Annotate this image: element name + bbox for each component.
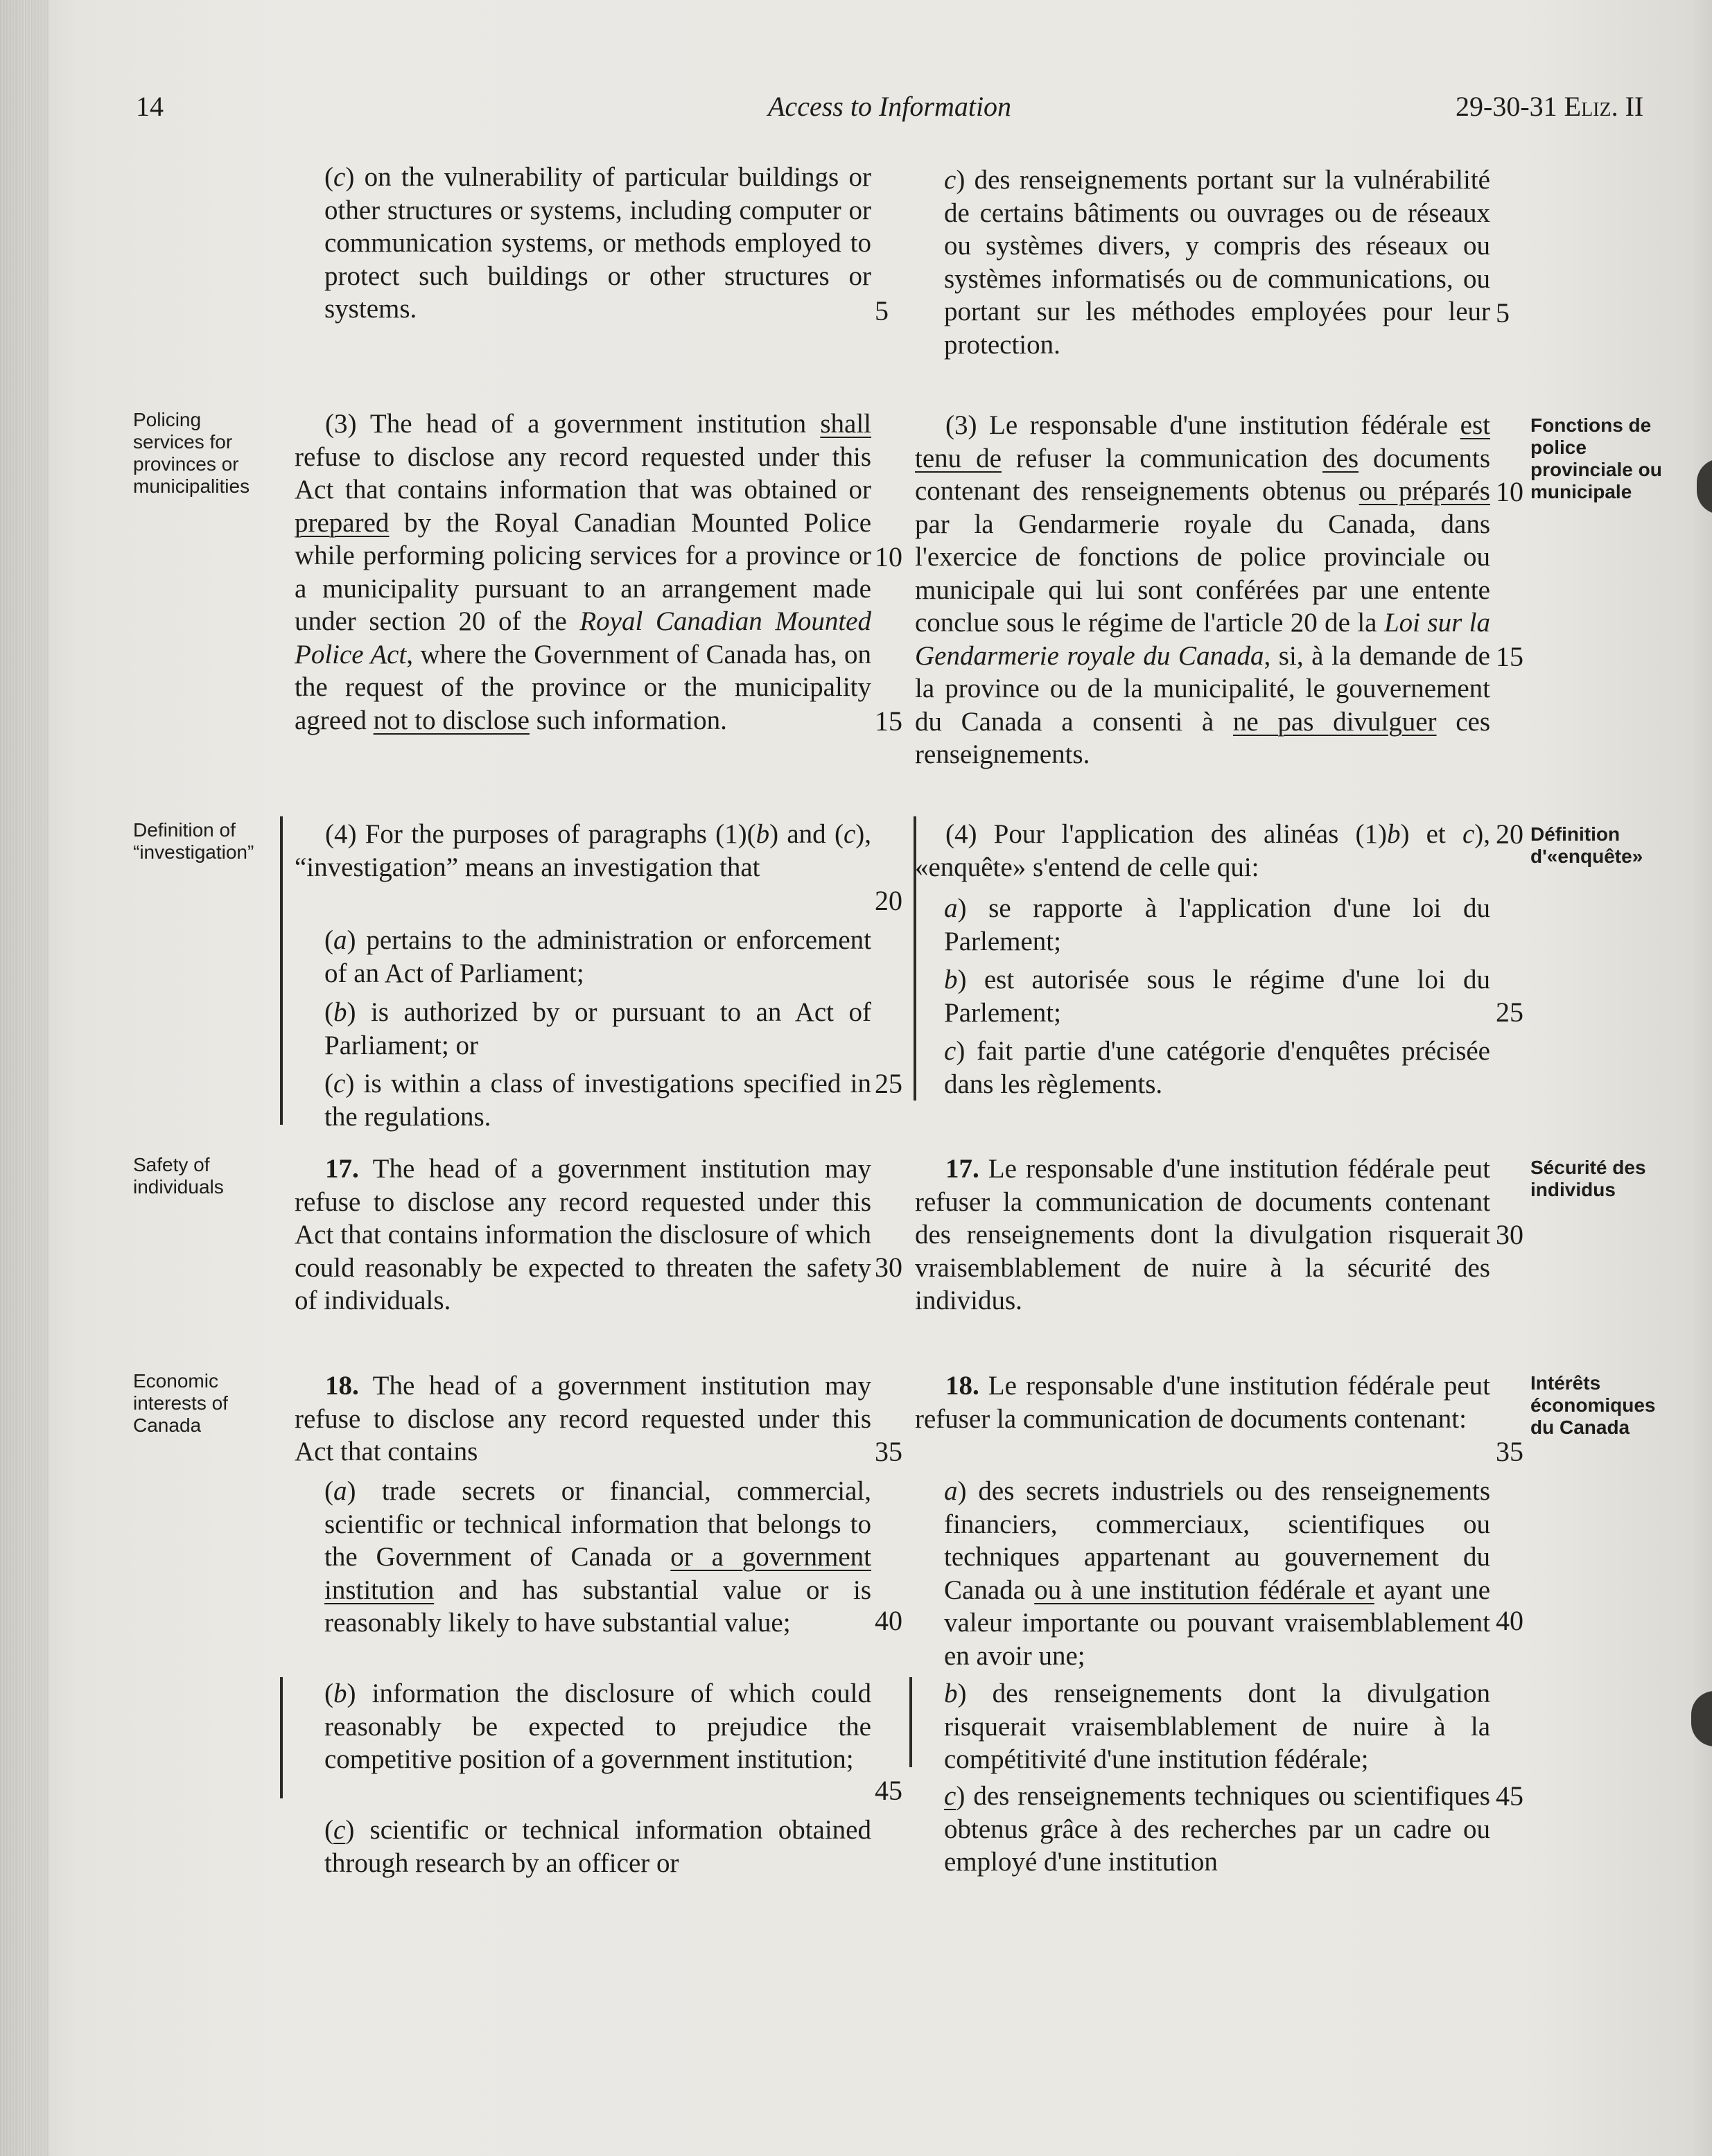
line-number-5: 5 [875, 295, 889, 326]
session-reference: 29-30-31 Eliz. II [1456, 91, 1644, 122]
fr-para-16-4-c: c) fait partie d'une catégorie d'enquêtes précisée dans les règlements. [944, 1036, 1490, 1099]
margin-note-investigation: Definition of “investigation” [133, 819, 254, 863]
revision-bar-en [280, 816, 283, 1125]
en-para-16-4-c: (c) is within a class of investigations specified in the regulations. [324, 1069, 871, 1132]
fr-para-16-4-a: a) se rapporte à l'application d'une loi du Parlement; [944, 893, 1490, 956]
margin-note-safety-fr: Sécurité des individus [1530, 1157, 1646, 1200]
running-title: Access to Information [768, 91, 1012, 122]
margin-note-investigation-fr: Définition d'«enquête» [1530, 823, 1643, 867]
line-number-35: 35 [1496, 1436, 1523, 1467]
line-number-30: 30 [1496, 1219, 1523, 1250]
fr-para-18-b: b) des renseignements dont la divulgation risquerait vraisemblablement de nuire à la compétitivité d'une institution fédérale; [944, 1679, 1490, 1774]
fr-para-16-1-c: c) des renseignements portant sur la vulnérabilité de certains bâtiments ou ouvrages ou de réseaux ou systèmes divers, y compris des réseaux ou systèmes informatisés ou de communications, ou portant sur les méthodes employées pour leur protection. [944, 165, 1490, 360]
en-para-18-c: (c) scientific or technical information obtained through research by an officer or [324, 1815, 871, 1878]
en-section-18: 18. The head of a government institution may refuse to disclose any record requested under this Act that contains [295, 1371, 872, 1466]
line-number-30: 30 [875, 1252, 902, 1283]
en-para-16-1-c: (c) on the vulnerability of particular buildings or other structures or systems, including computer or communication systems, or methods employed to protect such buildings or other structures or systems. [324, 162, 871, 324]
en-subsection-16-4: (4) For the purposes of paragraphs (1)(b) and (c), “investigation” means an investigation that [295, 819, 871, 882]
en-para-18-a: (a) trade secrets or financial, commercial, scientific or technical information that belongs to the Government of Canada or a government institution and has substantial value or is reasonably likely to have substantial value; [324, 1476, 872, 1638]
margin-note-economic: Economic interests of Canada [133, 1370, 228, 1436]
revision-bar-en-18b [280, 1677, 283, 1798]
line-number-20: 20 [1496, 818, 1523, 850]
fr-section-17: 17. Le responsable d'une institution fédérale peut refuser la communication de documents contenant des renseignements dont la divulgation risquerait vraisemblablement de nuire à la sécurité des individus. [915, 1154, 1490, 1315]
fr-subsection-16-4: (4) Pour l'application des alinéas (1)b) et c), «enquête» s'entend de celle qui: [915, 819, 1491, 882]
en-para-18-b: (b) information the disclosure of which could reasonably be expected to prejudice the competitive position of a government institution; [324, 1679, 871, 1774]
margin-note-safety: Safety of individuals [133, 1154, 224, 1198]
en-section-17: 17. The head of a government institution may refuse to disclose any record requested under this Act that contains information the disclosure of which could reasonably be expected to threaten the safety of individuals. [295, 1154, 872, 1315]
margin-note-policing-fr: Fonctions de police provinciale ou municipale [1530, 414, 1662, 502]
revision-bar-fr-18b [909, 1677, 912, 1767]
fr-para-18-c: c) des renseignements techniques ou scientifiques obtenus grâce à des recherches par un cadre ou employé d'une institution [944, 1781, 1490, 1877]
line-number-25: 25 [875, 1068, 902, 1099]
fr-section-18: 18. Le responsable d'une institution fédérale peut refuser la communication de documents contenant: [915, 1371, 1490, 1434]
line-number-40: 40 [875, 1605, 902, 1636]
page-edge-stack [0, 0, 49, 2156]
margin-note-policing: Policing services for provinces or municipalities [133, 409, 250, 497]
line-number-25: 25 [1496, 997, 1523, 1028]
line-number-45: 45 [1496, 1780, 1523, 1812]
line-number-15: 15 [1496, 641, 1523, 672]
en-para-16-4-b: (b) is authorized by or pursuant to an Act of Parliament; or [324, 997, 871, 1060]
en-subsection-16-3: (3) The head of a government institution shall refuse to disclose any record requested under this Act that contains information that was obtained or prepared by the Royal Canadian Mounted Police while performing policing services for a province or a municipality pursuant to an arrangement made under section 20 of the Royal Canadian Mounted Police Act, where the Government of Canada has, on the request of the province or the municipality agreed not to disclose such information. [295, 409, 872, 735]
margin-note-economic-fr: Intérêts économiques du Canada [1530, 1372, 1656, 1438]
line-number-10: 10 [1496, 476, 1523, 507]
line-number-45: 45 [875, 1775, 902, 1806]
fr-para-18-a: a) des secrets industriels ou des renseignements financiers, commerciaux, scientifiques ou techniques appartenant au gouvernement du Canada ou à une institution fédérale et ayant une valeur importante ou pouvant vraisemblablement en avoir une; [944, 1476, 1491, 1671]
line-number-10: 10 [875, 541, 902, 572]
line-number-15: 15 [875, 705, 902, 737]
fr-para-16-4-b: b) est autorisée sous le régime d'une loi du Parlement; [944, 965, 1490, 1028]
line-number-5: 5 [1496, 297, 1510, 328]
page-number: 14 [136, 91, 164, 122]
line-number-40: 40 [1496, 1605, 1523, 1636]
en-para-16-4-a: (a) pertains to the administration or enforcement of an Act of Parliament; [324, 925, 871, 988]
line-number-20: 20 [875, 885, 902, 916]
line-number-35: 35 [875, 1436, 902, 1467]
fr-subsection-16-3: (3) Le responsable d'une institution fédérale est tenu de refuser la communication des documents contenant des renseignements obtenus ou préparés par la Gendarmerie royale du Canada, dans l'exercice de fonctions de police provinciale ou municipale qui lui sont conférées par une entente conclue sous le régime de l'article 20 de la Loi sur la Gendarmerie royale du Canada, si, à la demande de la province ou de la municipalité, le gouvernement du Canada a consenti à ne pas divulguer ces renseignements. [915, 410, 1491, 769]
